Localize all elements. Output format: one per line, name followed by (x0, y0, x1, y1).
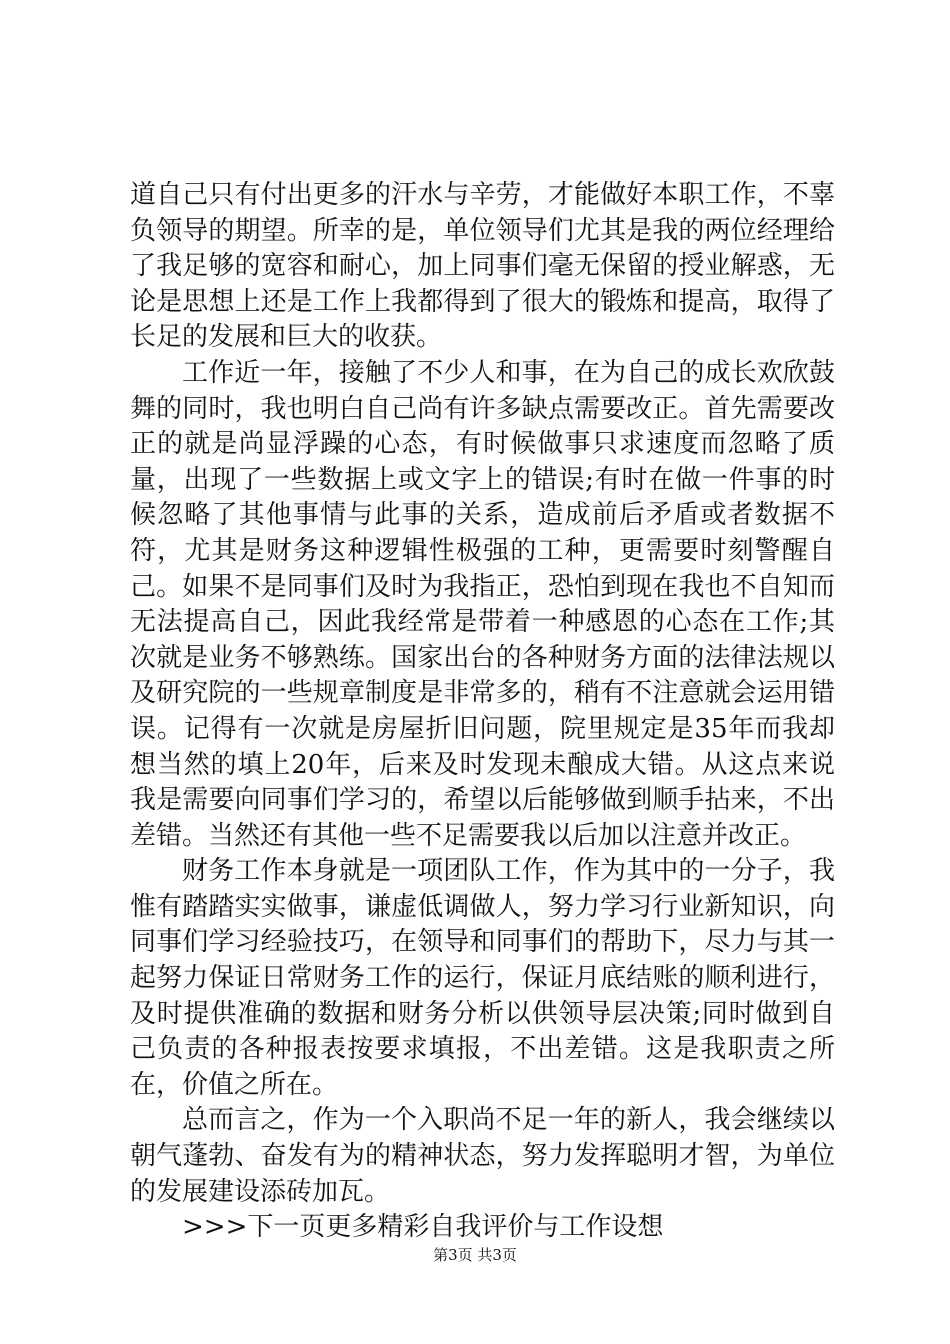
page-number-footer: 第3页 共3页 (433, 1246, 517, 1264)
document-body (130, 178, 835, 1246)
next-page-link[interactable]: >>>下一页更多精彩自我评价与工作设想 (182, 1212, 664, 1243)
paragraph-teamwork: 财务工作本身就是一项团队工作，作为其中的一分子，我惟有踏踏实实做事，谦虚低调做人，努力学习行业新知识，向同事们学习经验技巧，在领导和同事们的帮助下，尽力与其一起努力保证日常财务工作的运行，保证月底结账的顺利进行，及时提供准确的数据和财务分析以供领导层决策;同时做到自己负责的各种报表按要求填报，不出差错。这是我职责之所在，价值之所在。 (130, 856, 835, 1100)
paragraph-continuation: 道自己只有付出更多的汗水与辛劳，才能做好本职工作，不辜负领导的期望。所幸的是，单位领导们尤其是我的两位经理给了我足够的宽容和耐心，加上同事们毫无保留的授业解惑，无论是思想上还是工作上我都得到了很大的锻炼和提高，取得了长足的发展和巨大的收获。 (130, 180, 835, 353)
paragraph-shortcomings: 工作近一年，接触了不少人和事，在为自己的成长欢欣鼓舞的同时，我也明白自己尚有许多缺点需要改正。首先需要改正的就是尚显浮躁的心态，有时候做事只求速度而忽略了质量，出现了一些数据上或文字上的错误;有时在做一件事的时候忽略了其他事情与此事的关系，造成前后矛盾或者数据不符，尤其是财务这种逻辑性极强的工种，更需要时刻警醒自己。如果不是同事们及时为我指正，恐怕到现在我也不自知而无法提高自己，因此我经常是带着一种感恩的心态在工作;其次就是业务不够熟练。国家出台的各种财务方面的法律法规以及研究院的一些规章制度是非常多的，稍有不注意就会运用错误。记得有一次就是房屋折旧问题，院里规定是35年而我却想当然的填上20年，后来及时发现未酿成大错。从这点来说我是需要向同事们学习的，希望以后能够做到顺手拈来，不出差错。当然还有其他一些不足需要我以后加以注意并改正。 (130, 357, 835, 851)
paragraph-conclusion: 总而言之，作为一个入职尚不足一年的新人，我会继续以朝气蓬勃、奋发有为的精神状态，努力发挥聪明才智，为单位的发展建设添砖加瓦。 (130, 1105, 835, 1207)
